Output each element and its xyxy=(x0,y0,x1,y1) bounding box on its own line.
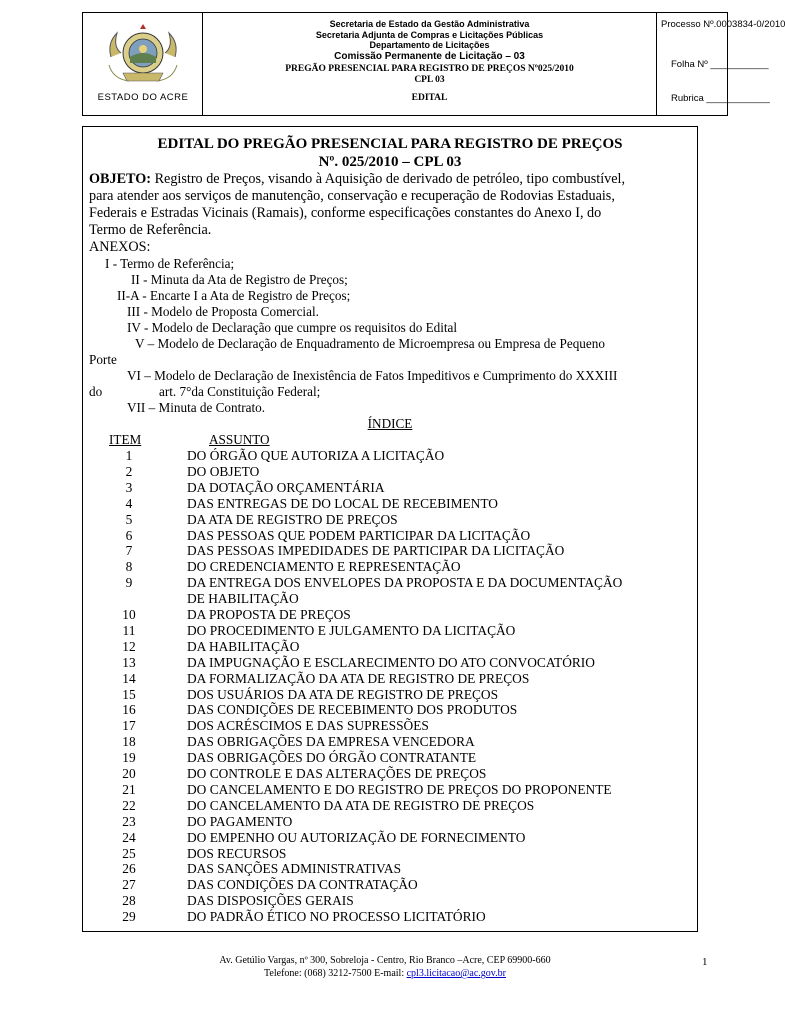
footer-email-link[interactable]: cpl3.licitacao@ac.gov.br xyxy=(406,968,506,979)
index-item-number: 25 xyxy=(122,845,136,861)
header-line-comissao: Comissão Permanente de Licitação – 03 xyxy=(334,50,525,62)
header-line-cpl: CPL 03 xyxy=(414,74,445,85)
index-item-number: 14 xyxy=(122,670,136,686)
index-item-title: DO PAGAMENTO xyxy=(187,813,293,829)
document-header xyxy=(82,12,785,116)
index-item-title: DO CANCELAMENTO DA ATA DE REGISTRO DE PREÇOS xyxy=(187,797,535,813)
index-item-number: 17 xyxy=(122,718,136,734)
anexo-item-continuation: art. 7°da Constituição Federal; xyxy=(159,384,321,399)
index-item-title: DO PROCEDIMENTO E JULGAMENTO DA LICITAÇÃO xyxy=(187,622,516,638)
index-item-number: 15 xyxy=(122,686,136,702)
index-item-number: 8 xyxy=(125,559,133,575)
logo-cell xyxy=(83,13,203,115)
anexo-item: VI – Modelo de Declaração de Inexistência de Fatos Impeditivos e Cumprimento do XXXIII xyxy=(127,368,618,383)
index-item-number: 1 xyxy=(125,448,133,463)
index-item-title: DA ATA DE REGISTRO DE PREÇOS xyxy=(187,511,398,527)
header-line-pregao: PREGÃO PRESENCIAL PARA REGISTRO DE PREÇOS Nº025/2010 xyxy=(285,63,574,74)
index-item-title: DAS OBRIGAÇÕES DA EMPRESA VENCEDORA xyxy=(187,734,475,750)
index-item-title: DO ÓRGÃO QUE AUTORIZA A LICITAÇÃO xyxy=(187,448,445,463)
anexo-item: I - Termo de Referência; xyxy=(105,256,235,271)
processo-number: Processo Nº.0003834-0/2010 xyxy=(661,19,785,30)
index-item-number: 13 xyxy=(122,654,136,670)
anexo-item: IV - Modelo de Declaração que cumpre os requisitos do Edital xyxy=(127,320,458,335)
index-item-number: 11 xyxy=(122,622,136,638)
header-right xyxy=(657,13,785,115)
index-item-number: 6 xyxy=(125,527,133,543)
index-item-title: DAS CONDIÇÕES DE RECEBIMENTO DOS PRODUTOS xyxy=(187,702,518,718)
objeto-text-2: para atender aos serviços de manutenção, conservação e recuperação de Rodovias Estaduais, xyxy=(89,188,615,204)
document-title: EDITAL DO PREGÃO PRESENCIAL PARA REGISTRO DE PREÇOS xyxy=(157,136,623,152)
anexo-item: II-A - Encarte I a Ata de Registro de Preços; xyxy=(117,288,351,303)
edital-body xyxy=(82,126,698,932)
index-item-title: DAS ENTREGAS DE DO LOCAL DE RECEBIMENTO xyxy=(187,495,498,511)
state-coat-of-arms-icon xyxy=(103,23,183,89)
index-item-title: DA ENTREGA DOS ENVELOPES DA PROPOSTA E DA DOCUMENTAÇÃO xyxy=(187,575,623,591)
index-item-number: 21 xyxy=(122,781,136,797)
index-item-title: DAS DISPOSIÇÕES GERAIS xyxy=(187,893,354,909)
index-item-number: 3 xyxy=(125,479,133,495)
index-item-title: DA DOTAÇÃO ORÇAMENTÁRIA xyxy=(187,479,385,495)
index-item-number: 26 xyxy=(122,861,136,877)
index-item-title: DO CREDENCIAMENTO E REPRESENTAÇÃO xyxy=(187,559,461,575)
anexo-item: II - Minuta da Ata de Registro de Preços; xyxy=(131,272,348,287)
index-item-number: 10 xyxy=(122,607,136,622)
anexo-item-continuation: do xyxy=(89,384,103,399)
index-item-title: DOS USUÁRIOS DA ATA DE REGISTRO DE PREÇOS xyxy=(187,686,499,702)
index-item-title: DA FORMALIZAÇÃO DA ATA DE REGISTRO DE PREÇOS xyxy=(187,670,530,686)
header-line-secretaria: Secretaria de Estado da Gestão Administrativa xyxy=(329,19,530,29)
index-item-title: DO EMPENHO OU AUTORIZAÇÃO DE FORNECIMENTO xyxy=(187,829,526,845)
index-item-title: DO CANCELAMENTO E DO REGISTRO DE PREÇOS DO PROPONENTE xyxy=(187,781,612,797)
objeto-label: OBJETO: xyxy=(89,171,152,187)
footer-phone: Telefone: (068) 3212-7500 E-mail: xyxy=(264,968,407,979)
assunto-column-header: ASSUNTO xyxy=(209,432,270,447)
anexo-item: V – Modelo de Declaração de Enquadramento de Microempresa ou Empresa de Pequeno xyxy=(135,336,605,351)
page-number: 1 xyxy=(702,956,708,968)
index-item-title: DAS SANÇÕES ADMINISTRATIVAS xyxy=(187,861,402,877)
index-item-title: DA IMPUGNAÇÃO E ESCLARECIMENTO DO ATO CONVOCATÓRIO xyxy=(187,654,595,670)
index-item-number: 16 xyxy=(122,702,136,718)
index-item-number: 7 xyxy=(125,543,133,559)
objeto-paragraph xyxy=(89,171,689,239)
index-item-number: 28 xyxy=(122,893,136,909)
index-item-number: 9 xyxy=(125,575,133,591)
index-item-number: 24 xyxy=(122,829,136,845)
header-line-departamento: Departamento de Licitações xyxy=(369,40,490,50)
index-item-title: DO PADRÃO ÉTICO NO PROCESSO LICITATÓRIO xyxy=(187,909,486,925)
index-item-title: DOS RECURSOS xyxy=(187,845,287,861)
index-item-number: 19 xyxy=(122,750,136,766)
page-footer xyxy=(0,954,770,980)
header-line-edital: EDITAL xyxy=(411,93,448,103)
state-label: ESTADO DO ACRE xyxy=(97,92,189,103)
index-item-title: DE HABILITAÇÃO xyxy=(187,591,299,607)
index-item-number: 5 xyxy=(125,511,133,527)
index-item-title: DO OBJETO xyxy=(187,463,260,479)
header-center xyxy=(203,13,657,115)
header-line-adjunta: Secretaria Adjunta de Compras e Licitações Públicas xyxy=(315,29,544,40)
index-item-number: 2 xyxy=(125,463,133,479)
index-item-number: 23 xyxy=(122,813,136,829)
anexo-item: VII – Minuta de Contrato. xyxy=(127,400,266,415)
footer-address: Av. Getúlio Vargas, nº 300, Sobreloja - Centro, Rio Branco –Acre, CEP 69900-660 xyxy=(219,955,551,966)
indice-heading: ÍNDICE xyxy=(367,416,413,431)
document-number: Nº. 025/2010 – CPL 03 xyxy=(318,154,462,170)
index-item-title: DAS PESSOAS IMPEDIDADES DE PARTICIPAR DA LICITAÇÃO xyxy=(187,543,565,559)
index-item-title: DAS CONDIÇÕES DA CONTRATAÇÃO xyxy=(187,877,418,893)
index-item-title: DAS PESSOAS QUE PODEM PARTICIPAR DA LICITAÇÃO xyxy=(187,527,531,543)
index-item-title: DA PROPOSTA DE PREÇOS xyxy=(187,607,351,622)
index-item-number: 27 xyxy=(122,877,136,893)
index-item-title: DO CONTROLE E DAS ALTERAÇÕES DE PREÇOS xyxy=(187,766,487,781)
footer-contact xyxy=(0,967,770,980)
index-item-number: 18 xyxy=(122,734,136,750)
index-item-title: DOS ACRÉSCIMOS E DAS SUPRESSÕES xyxy=(187,718,429,734)
index-item-number: 12 xyxy=(122,638,136,654)
index-item-title: DAS OBRIGAÇÕES DO ÓRGÃO CONTRATANTE xyxy=(187,750,477,766)
objeto-text-3: Federais e Estradas Vicinais (Ramais), conforme especificações constantes do Anexo I, do xyxy=(89,205,602,221)
index-item-number: 29 xyxy=(122,909,136,925)
index-item-number: 20 xyxy=(122,766,136,781)
anexo-item: III - Modelo de Proposta Comercial. xyxy=(127,304,319,319)
folha-field: Folha Nº ___________ xyxy=(671,59,769,70)
objeto-text-4: Termo de Referência. xyxy=(89,222,212,238)
anexos-label: ANEXOS: xyxy=(89,239,151,255)
rubrica-field: Rubrica ____________ xyxy=(671,93,770,104)
anexo-item-continuation: Porte xyxy=(89,352,117,367)
index-item-number: 22 xyxy=(122,797,136,813)
item-column-header: ITEM xyxy=(109,432,142,447)
index-item-title: DA HABILITAÇÃO xyxy=(187,638,300,654)
index-item-number: 4 xyxy=(125,495,133,511)
objeto-text-1: Registro de Preços, visando à Aquisição de derivado de petróleo, tipo combustível, xyxy=(151,171,626,187)
